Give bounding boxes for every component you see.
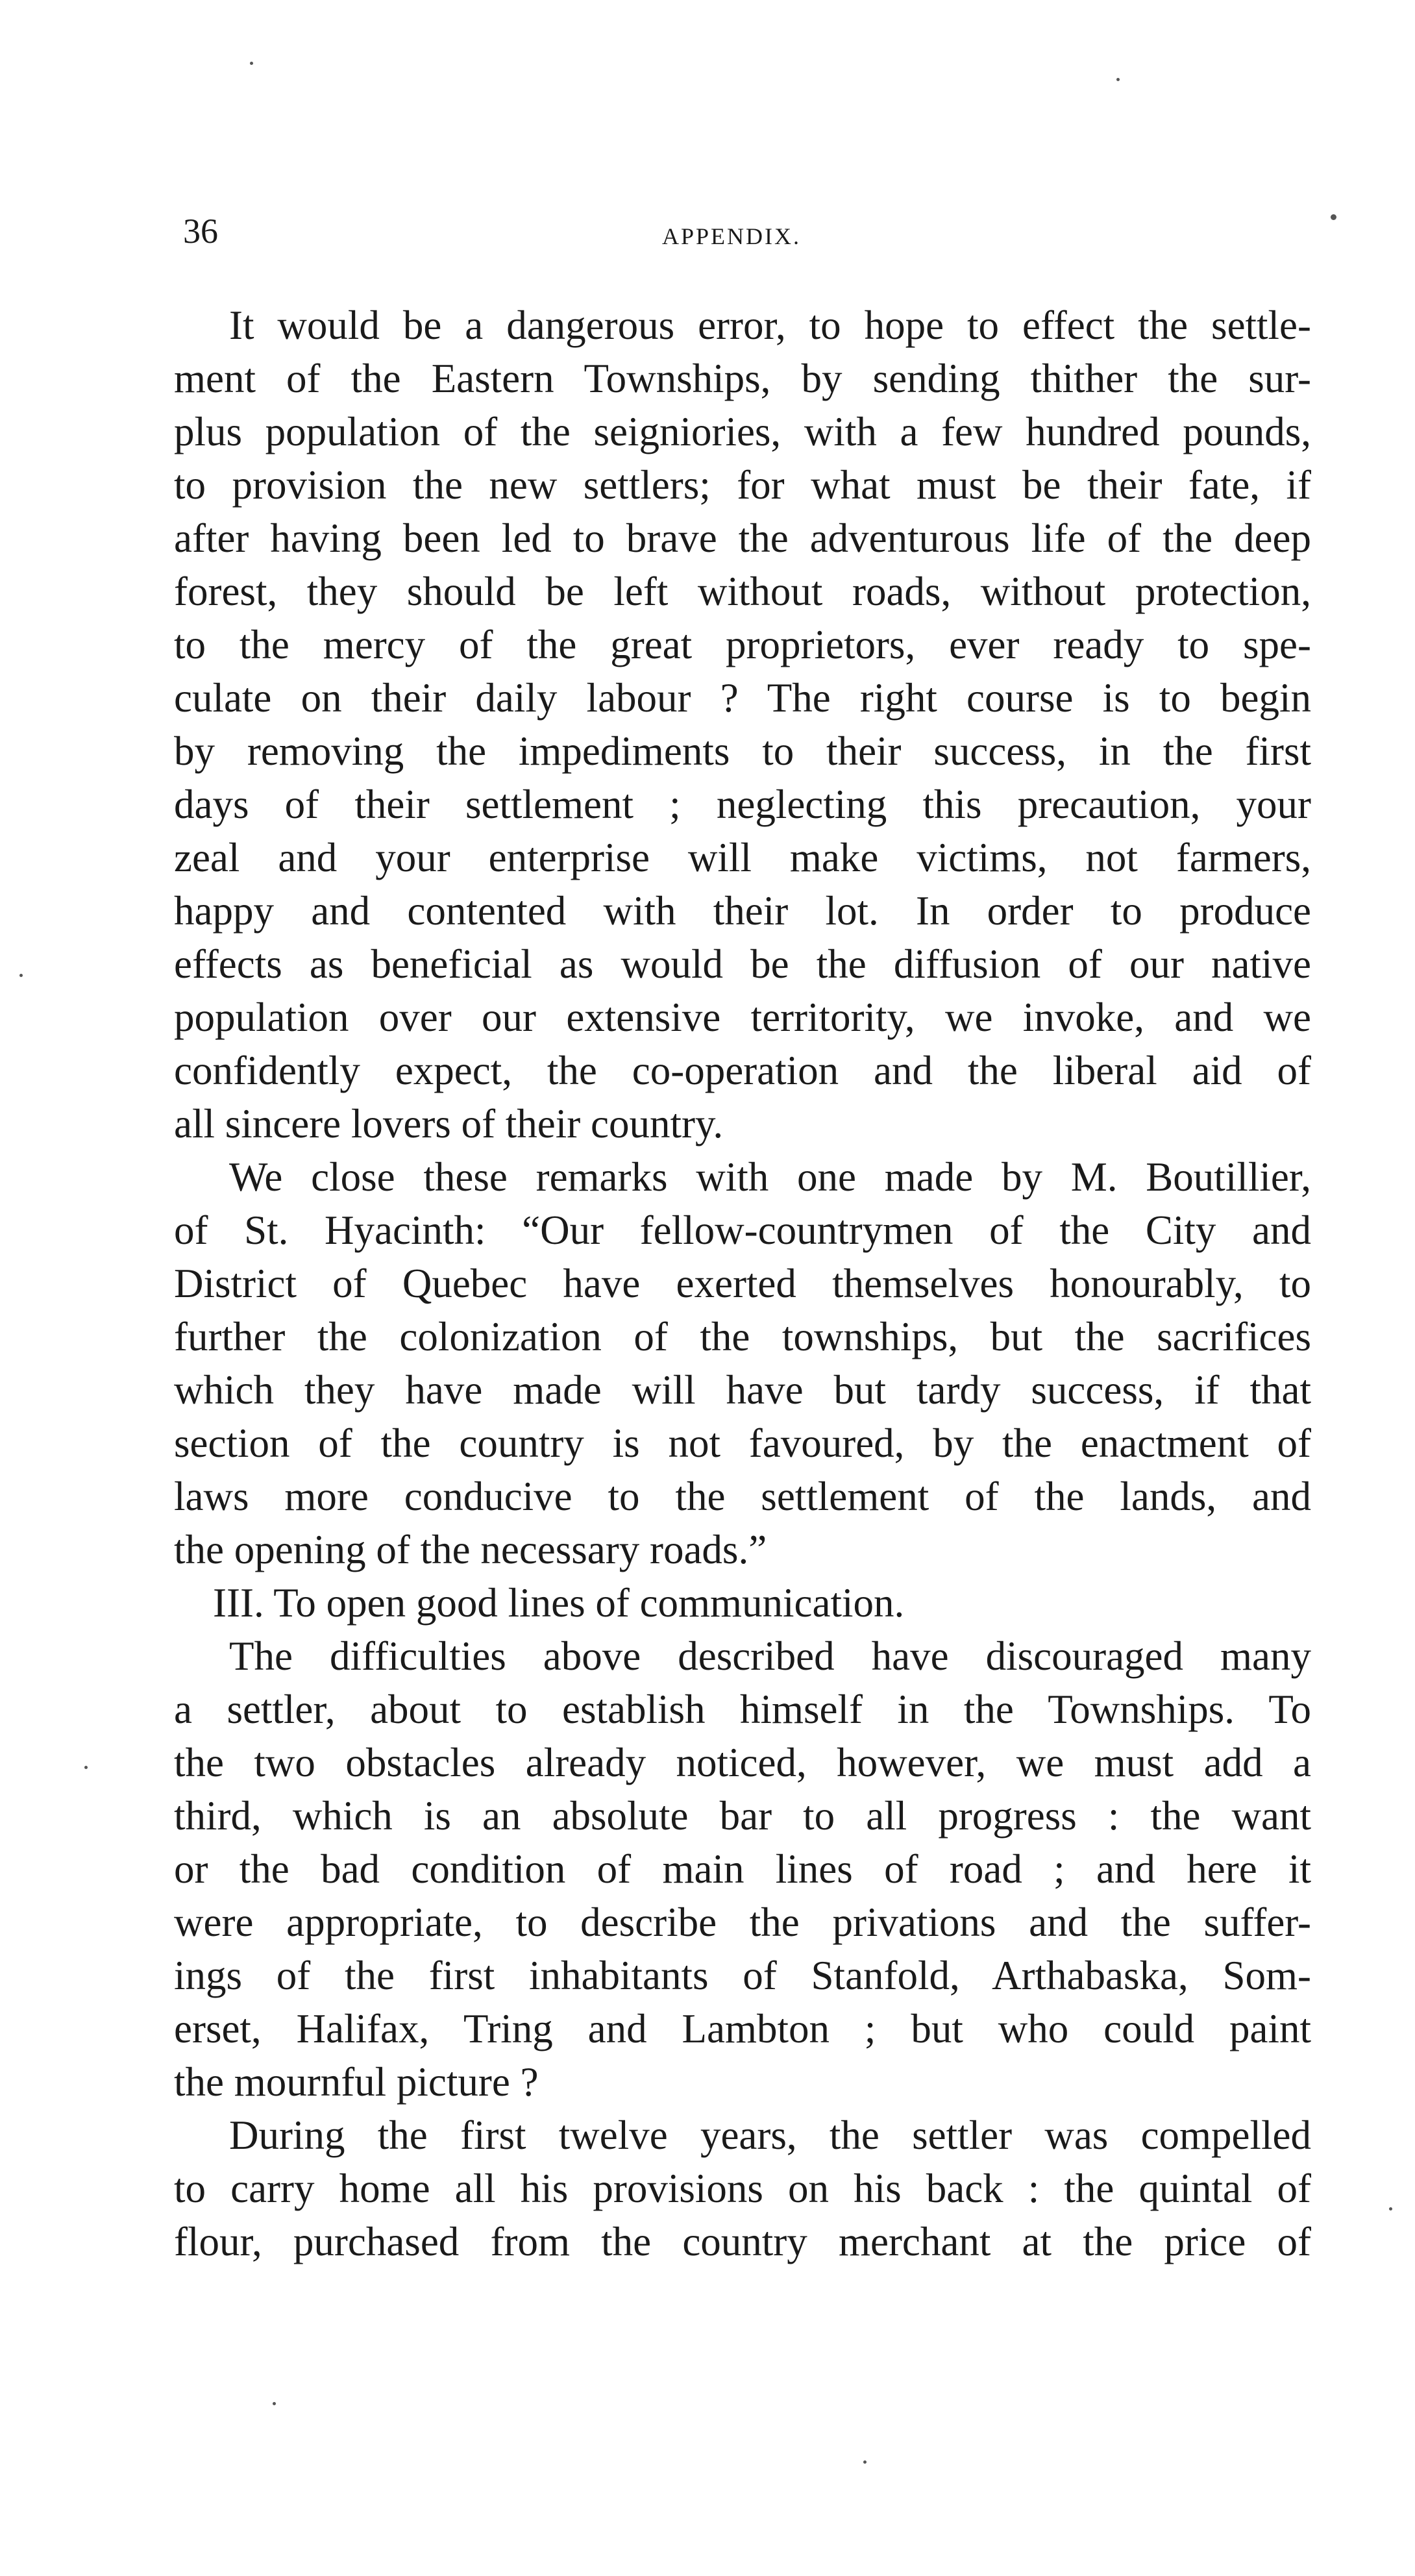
scan-speck bbox=[84, 1766, 88, 1769]
text-line: effects as beneficial as would be the diffusion of our native bbox=[174, 941, 1311, 987]
text-line: It would be a dangerous error, to hope to effect the settle- bbox=[229, 303, 1311, 348]
text-line: zeal and your enterprise will make victims, not farmers, bbox=[174, 835, 1311, 880]
scan-speck bbox=[863, 2460, 867, 2464]
text-line: of St. Hyacinth: “Our fellow-countrymen of the City and bbox=[174, 1208, 1311, 1253]
text-line: section of the country is not favoured, by the enactment of bbox=[174, 1420, 1311, 1466]
text-line: the opening of the necessary roads.” bbox=[174, 1527, 767, 1572]
text-line: District of Quebec have exerted themselves honourably, to bbox=[174, 1261, 1311, 1306]
text-line: confidently expect, the co-operation and the liberal aid of bbox=[174, 1048, 1311, 1093]
scan-speck bbox=[273, 2402, 276, 2405]
text-line: to provision the new settlers; for what must be their fate, if bbox=[174, 462, 1311, 508]
scan-speck bbox=[1389, 2207, 1392, 2211]
section-heading bbox=[174, 1576, 1311, 1629]
text-line: ings of the first inhabitants of Stanfold, Arthabaska, Som- bbox=[174, 1953, 1311, 1998]
text-line: to carry home all his provisions on his back : the quintal of bbox=[174, 2166, 1311, 2211]
text-line: forest, they should be left without roads, without protection, bbox=[174, 569, 1311, 614]
page-number: 36 bbox=[183, 212, 218, 251]
scan-speck bbox=[1331, 214, 1336, 220]
text-line: flour, purchased from the country merchant at the price of bbox=[174, 2219, 1311, 2264]
text-line: third, which is an absolute bar to all progress : the want bbox=[174, 1793, 1311, 1839]
text-line: by removing the impediments to their success, in the first bbox=[174, 728, 1311, 774]
text-line: or the bad condition of main lines of road ; and here it bbox=[174, 1846, 1311, 1892]
text-line: which they have made will have but tardy success, if that bbox=[174, 1367, 1311, 1413]
paragraph-4 bbox=[174, 2109, 1311, 2268]
scan-speck bbox=[250, 62, 253, 65]
text-line: happy and contented with their lot. In order to produce bbox=[174, 888, 1311, 934]
text-line: The difficulties above described have discouraged many bbox=[229, 1633, 1311, 1679]
text-line: the mournful picture ? bbox=[174, 2059, 539, 2105]
paragraph-3 bbox=[174, 1629, 1311, 2109]
running-head: APPENDIX. bbox=[662, 223, 802, 249]
text-line: after having been led to brave the adventurous life of the deep bbox=[174, 515, 1311, 561]
text-line: plus population of the seigniories, with a few hundred pounds, bbox=[174, 409, 1311, 454]
text-line: ment of the Eastern Townships, by sending thither the sur- bbox=[174, 356, 1311, 401]
text-line: We close these remarks with one made by M. Boutillier, bbox=[229, 1154, 1311, 1200]
text-line: During the first twelve years, the settler was compelled bbox=[229, 2112, 1311, 2158]
text-line: a settler, about to establish himself in the Townships. To bbox=[174, 1687, 1311, 1732]
scan-speck bbox=[19, 974, 23, 977]
body-text bbox=[174, 299, 1311, 2268]
paragraph-1 bbox=[174, 299, 1311, 1150]
scan-speck bbox=[1116, 78, 1120, 81]
text-line: population over our extensive territority, we invoke, and we bbox=[174, 995, 1311, 1040]
text-line: laws more conducive to the settlement of the lands, and bbox=[174, 1474, 1311, 1519]
page-header bbox=[175, 211, 1298, 269]
text-line: the two obstacles already noticed, however, we must add a bbox=[174, 1740, 1311, 1785]
text-line: further the colonization of the townships, but the sacrifices bbox=[174, 1314, 1311, 1359]
text-line: culate on their daily labour ? The right course is to begin bbox=[174, 675, 1311, 721]
text-line: were appropriate, to describe the privations and the suffer- bbox=[174, 1900, 1311, 1945]
text-line: erset, Halifax, Tring and Lambton ; but who could paint bbox=[174, 2006, 1311, 2051]
text-line: days of their settlement ; neglecting this precaution, your bbox=[174, 782, 1311, 827]
text-line: to the mercy of the great proprietors, ever ready to spe- bbox=[174, 622, 1311, 667]
text-line: all sincere lovers of their country. bbox=[174, 1101, 724, 1146]
section-heading-text: III. To open good lines of communication. bbox=[213, 1580, 905, 1626]
paragraph-2 bbox=[174, 1150, 1311, 1576]
